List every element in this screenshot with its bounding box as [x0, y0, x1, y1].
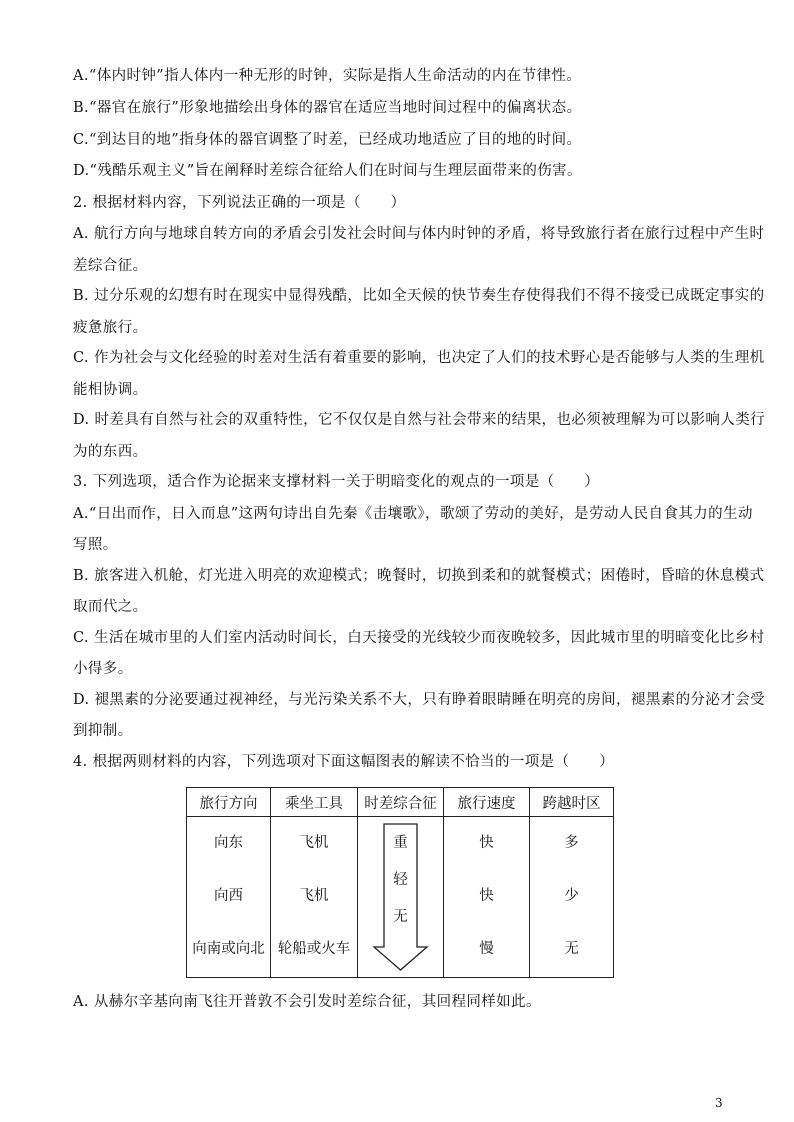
question-4: 4. 根据两则材料的内容，下列选项对下面这幅图表的解读不恰当的一项是（ ） [73, 754, 615, 770]
option-d-q2-line2: 为的东西。 [73, 444, 148, 460]
direction-east: 向东 [214, 835, 243, 851]
direction-north-south: 向南或向北 [192, 941, 265, 957]
option-a-q4: A. 从赫尔辛基向南飞往开普敦不会引发时差综合征，其回程同样如此。 [73, 994, 541, 1010]
syndrome-heavy: 重 [393, 835, 408, 851]
syndrome-light: 轻 [393, 872, 408, 888]
vehicle-west: 飞机 [299, 888, 329, 904]
vehicle-column [271, 817, 358, 978]
option-d-q3-line2: 到抑制。 [73, 723, 133, 739]
question-3: 3. 下列选项，适合作为论据来支撑材料一关于明暗变化的观点的一项是（ ） [73, 474, 600, 490]
table-body-row [187, 817, 614, 978]
header-zones: 跨越时区 [530, 788, 614, 817]
speed-column [444, 817, 530, 978]
table-header-row [187, 788, 614, 817]
direction-column [187, 817, 271, 978]
option-a-q2-line1: A. 航行方向与地球自转方向的矛盾会引发社会时间与体内时钟的矛盾，将导致旅行者在旅行过程中产生时 [73, 226, 765, 242]
zones-north-south: 无 [564, 941, 579, 957]
option-d-q3-line1: D. 褪黑素的分泌要通过视神经，与光污染关系不大，只有睁着眼睛睡在明亮的房间，褪黑素的分泌才会受 [73, 692, 766, 708]
direction-west: 向西 [214, 888, 243, 904]
option-c-q1: C.“到达目的地”指身体的器官调整了时差，已经成功地适应了目的地的时间。 [73, 132, 582, 148]
vehicle-north-south: 轮船或火车 [277, 941, 351, 957]
option-a-q3-line1: A.“日出而作，日入而息”这两句诗出自先秦《击壤歌》，歌颂了劳动的美好，是劳动人民自食其力的生动 [73, 506, 753, 522]
header-syndrome: 时差综合征 [358, 788, 444, 817]
syndrome-none: 无 [393, 909, 408, 925]
zones-west: 少 [564, 888, 579, 904]
question-2: 2. 根据材料内容，下列说法正确的一项是（ ） [73, 195, 406, 211]
jet-lag-table [186, 787, 614, 978]
header-direction: 旅行方向 [187, 788, 271, 817]
zones-column [530, 817, 614, 978]
speed-east: 快 [479, 835, 494, 851]
zones-east: 多 [564, 835, 579, 851]
option-a-q3-line2: 写照。 [73, 537, 118, 553]
speed-west: 快 [479, 888, 494, 904]
header-speed: 旅行速度 [444, 788, 530, 817]
option-b-q3-line2: 取而代之。 [73, 599, 148, 615]
option-b-q3-line1: B. 旅客进入机舱，灯光进入明亮的欢迎模式；晚餐时，切换到柔和的就餐模式；困倦时，昏暗的休息模式 [73, 568, 765, 584]
option-b-q2-line1: B. 过分乐观的幻想有时在现实中显得残酷，比如全天候的快节奏生存使得我们不得不接受已成既定事实的 [73, 288, 765, 304]
option-c-q3-line1: C. 生活在城市里的人们室内活动时间长，白天接受的光线较少而夜晚较多，因此城市里的明暗变化比乡村 [73, 630, 765, 646]
option-c-q2-line2: 能相协调。 [73, 382, 148, 398]
header-vehicle: 乘坐工具 [271, 788, 358, 817]
option-c-q3-line2: 小得多。 [73, 661, 133, 677]
vehicle-east: 飞机 [299, 835, 329, 851]
option-b-q1: B.“器官在旅行”形象地描绘出身体的器官在适应当地时间过程中的偏离状态。 [73, 100, 582, 116]
option-b-q2-line2: 疲惫旅行。 [73, 320, 148, 336]
option-a-q1: A.“体内时钟”指人体内一种无形的时钟，实际是指人生命活动的内在节律性。 [73, 68, 582, 84]
speed-north-south: 慢 [479, 941, 494, 957]
option-c-q2-line1: C. 作为社会与文化经验的时差对生活有着重要的影响，也决定了人们的技术野心是否能够与人类的生理机 [73, 350, 765, 366]
page-number: 3 [715, 1096, 723, 1110]
option-d-q1: D.“残酷乐观主义”旨在阐释时差综合征给人们在时间与生理层面带来的伤害。 [73, 163, 582, 179]
option-a-q2-line2: 差综合征。 [73, 258, 148, 274]
option-d-q2-line1: D. 时差具有自然与社会的双重特性，它不仅仅是自然与社会带来的结果，也必须被理解为可以影响人类行 [73, 412, 766, 428]
syndrome-column [358, 817, 444, 978]
